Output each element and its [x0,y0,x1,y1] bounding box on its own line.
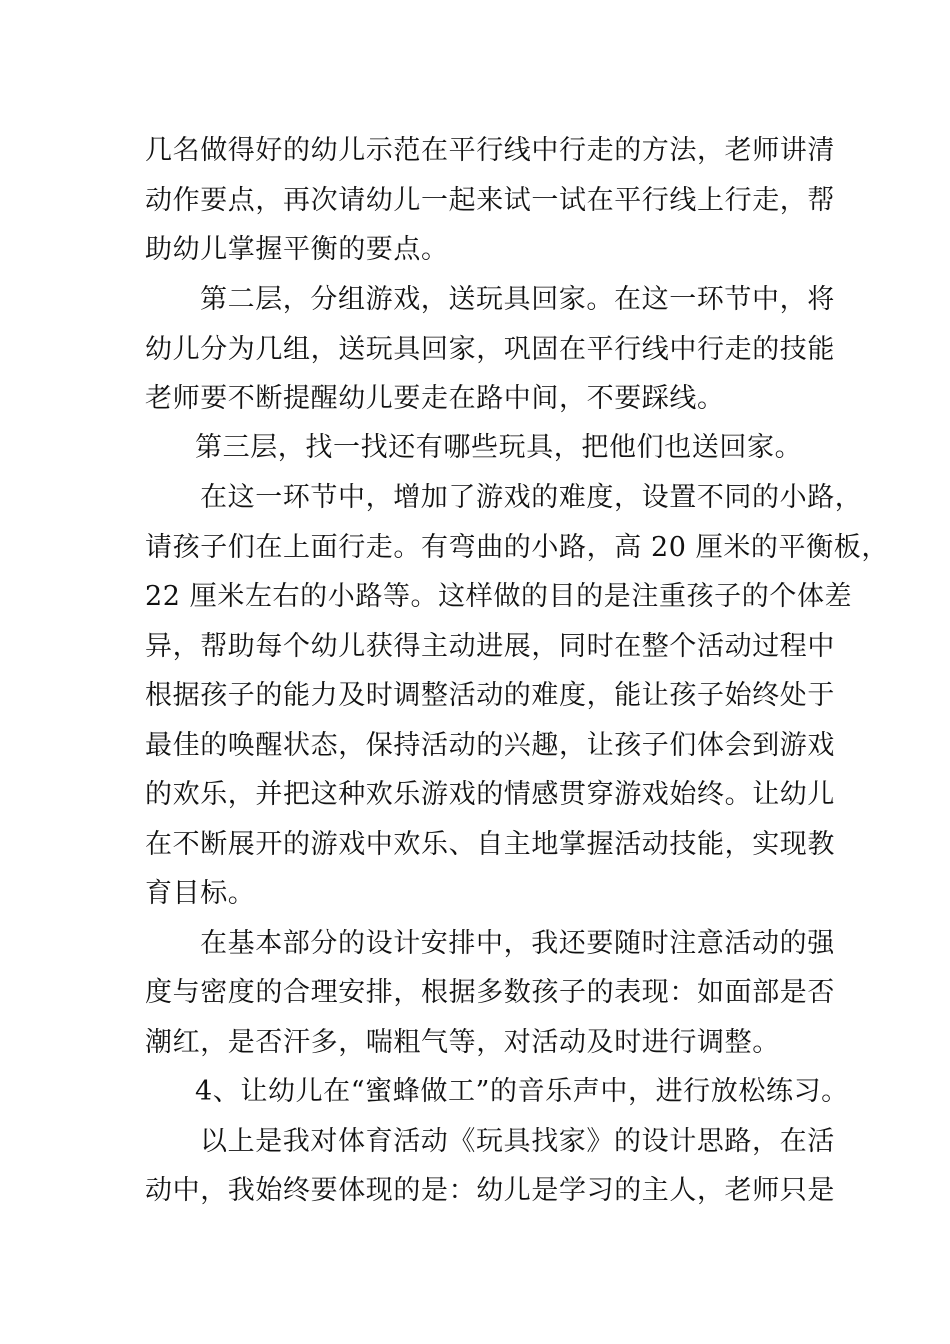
text-line: 第三层，找一找还有哪些玩具，把他们也送回家。 [195,432,803,463]
text-line: 幼儿分为几组，送玩具回家，巩固在平行线中行走的技能 [145,334,835,365]
text-line: 助幼儿掌握平衡的要点。 [145,234,449,265]
text-line: 在这一环节中，增加了游戏的难度，设置不同的小路， [200,482,863,513]
text-line: 第二层，分组游戏，送玩具回家。在这一环节中，将 [200,284,835,315]
text-line: 在基本部分的设计安排中，我还要随时注意活动的强 [200,928,835,959]
text-line: 动作要点，再次请幼儿一起来试一试在平行线上行走，帮 [145,185,835,216]
text-line: 几名做得好的幼儿示范在平行线中行走的方法，老师讲清 [145,135,835,166]
text-line: 老师要不断提醒幼儿要走在路中间，不要踩线。 [145,383,725,414]
text-line: 育目标。 [145,878,256,909]
text-line: 4、让幼儿在“蜜蜂做工”的音乐声中，进行放松练习。 [195,1076,849,1107]
text-line: 潮红，是否汗多，喘粗气等，对活动及时进行调整。 [145,1027,780,1058]
text-line: 动中，我始终要体现的是：幼儿是学习的主人，老师只是 [145,1175,835,1206]
text-line: 请孩子们在上面行走。有弯曲的小路，高 20 厘米的平衡板， [145,532,889,563]
text-line: 最佳的唤醒状态，保持活动的兴趣，让孩子们体会到游戏 [145,730,835,761]
text-line: 在不断展开的游戏中欢乐、自主地掌握活动技能，实现教 [145,829,835,860]
text-line: 根据孩子的能力及时调整活动的难度，能让孩子始终处于 [145,680,835,711]
text-line: 22 厘米左右的小路等。这样做的目的是注重孩子的个体差 [145,581,853,612]
text-line: 以上是我对体育活动《玩具找家》的设计思路，在活 [200,1126,835,1157]
text-line: 异，帮助每个幼儿获得主动进展，同时在整个活动过程中 [145,631,835,662]
text-line: 的欢乐，并把这种欢乐游戏的情感贯穿游戏始终。让幼儿 [145,779,835,810]
text-line: 度与密度的合理安排，根据多数孩子的表现：如面部是否 [145,977,835,1008]
